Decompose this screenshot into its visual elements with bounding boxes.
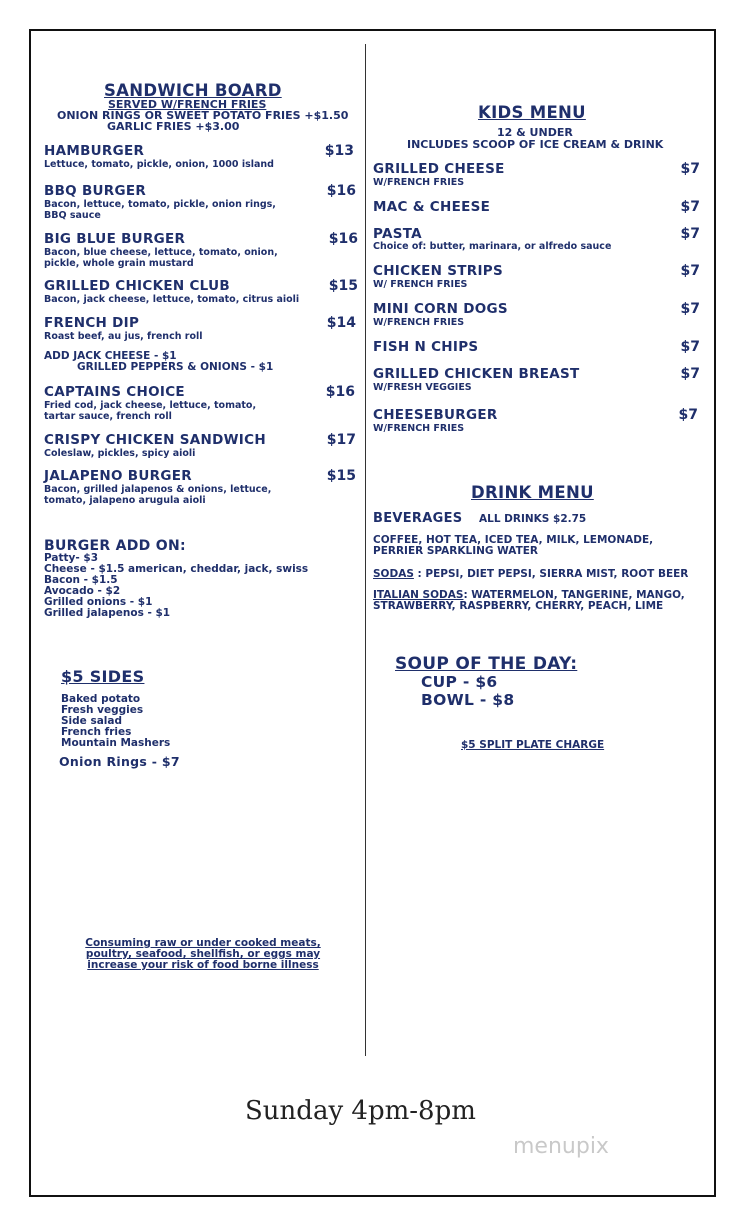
kids-item-desc: W/FRENCH FRIES (373, 177, 465, 188)
kids-item-desc: W/ FRENCH FRIES (373, 279, 468, 290)
kids-item-desc: Choice of: butter, marinara, or alfredo sauce (373, 241, 612, 252)
side-item: French fries (61, 726, 132, 738)
kids-item-desc: W/FRESH VEGGIES (373, 382, 472, 393)
kids-item-price: $7 (678, 407, 698, 423)
food-safety-warning-1: Consuming raw or under cooked meats, (85, 937, 321, 949)
kids-item-price: $7 (680, 263, 700, 279)
menu-item-desc: Coleslaw, pickles, spicy aioli (44, 448, 196, 459)
sandwich-sub-garlic: GARLIC FRIES +$3.00 (107, 120, 240, 133)
beverage-line: COFFEE, HOT TEA, ICED TEA, MILK, LEMONADE, (373, 534, 654, 546)
menu-item-desc: tartar sauce, french roll (44, 411, 172, 422)
side-item: Side salad (61, 715, 122, 727)
menu-item-desc: Lettuce, tomato, pickle, onion, 1000 island (44, 159, 274, 170)
side-item: Baked potato (61, 693, 141, 705)
menu-item-desc: Bacon, jack cheese, lettuce, tomato, citrus aioli (44, 294, 300, 305)
column-divider (365, 44, 366, 1056)
burger-addon-line: Grilled jalapenos - $1 (44, 607, 171, 619)
kids-menu-title: KIDS MENU (478, 103, 586, 122)
kids-item-price: $7 (680, 339, 700, 355)
menu-item-price: $15 (326, 468, 356, 484)
addon-jack-cheese: ADD JACK CHEESE - $1 (44, 350, 177, 362)
menu-item-desc: BBQ sauce (44, 210, 101, 221)
italian-sodas-line-2: STRAWBERRY, RASPBERRY, CHERRY, PEACH, LIME (373, 600, 664, 612)
kids-item-price: $7 (680, 366, 700, 382)
beverage-line: PERRIER SPARKLING WATER (373, 545, 539, 557)
menu-item-desc: Bacon, lettuce, tomato, pickle, onion rings, (44, 199, 276, 210)
sandwich-sub-served: SERVED W/FRENCH FRIES (108, 98, 267, 111)
kids-sub-age: 12 & UNDER (497, 126, 573, 139)
kids-item-name: MAC & CHEESE (373, 199, 491, 215)
soup-bowl: BOWL - $8 (421, 691, 515, 709)
menu-item-desc: Bacon, blue cheese, lettuce, tomato, onion, (44, 247, 278, 258)
food-safety-warning-3: increase your risk of food borne illness (87, 959, 319, 971)
menupix-watermark: menupix (513, 1134, 609, 1159)
kids-item-price: $7 (680, 161, 700, 177)
beverages-heading: BEVERAGES (373, 511, 463, 526)
burger-addon-line: Avocado - $2 (44, 585, 121, 597)
menu-item-name: BIG BLUE BURGER (44, 231, 186, 247)
soup-title: SOUP OF THE DAY: (395, 654, 578, 674)
menu-item-name: CAPTAINS CHOICE (44, 384, 185, 400)
kids-item-name: CHEESEBURGER (373, 407, 498, 423)
kids-item-desc: W/FRENCH FRIES (373, 317, 465, 328)
menu-item-desc: Roast beef, au jus, french roll (44, 331, 203, 342)
menu-item-name: HAMBURGER (44, 143, 145, 159)
kids-item-name: PASTA (373, 226, 422, 242)
burger-addon-line: Patty- $3 (44, 552, 99, 564)
kids-item-name: FISH N CHIPS (373, 339, 479, 355)
side-item: Fresh veggies (61, 704, 144, 716)
kids-item-price: $7 (680, 199, 700, 215)
menu-item-price: $16 (325, 384, 355, 400)
all-drinks-price: ALL DRINKS $2.75 (479, 513, 587, 525)
menu-item-price: $16 (326, 183, 356, 199)
food-safety-warning-2: poultry, seafood, shellfish, or eggs may (85, 948, 321, 960)
sodas-list: : PEPSI, DIET PEPSI, SIERRA MIST, ROOT BEER (413, 568, 689, 580)
burger-addon-line: Cheese - $1.5 american, cheddar, jack, swiss (44, 563, 309, 575)
burger-addon-line: Grilled onions - $1 (44, 596, 153, 608)
menu-item-name: FRENCH DIP (44, 315, 140, 331)
sodas-label: SODAS (373, 568, 414, 580)
burger-addon-line: Bacon - $1.5 (44, 574, 118, 586)
onion-rings-side: Onion Rings - $7 (59, 754, 180, 769)
menu-item-desc: Bacon, grilled jalapenos & onions, lettuce, (44, 484, 272, 495)
soup-cup: CUP - $6 (421, 673, 498, 691)
menu-item-name: GRILLED CHICKEN CLUB (44, 278, 230, 294)
kids-item-name: CHICKEN STRIPS (373, 263, 503, 279)
menu-item-desc: tomato, jalapeno arugula aioli (44, 495, 206, 506)
kids-item-name: MINI CORN DOGS (373, 301, 508, 317)
kids-item-name: GRILLED CHEESE (373, 161, 505, 177)
italian-sodas-label: ITALIAN SODAS (373, 589, 464, 601)
menu-item-price: $17 (326, 432, 356, 448)
addon-peppers-onions: GRILLED PEPPERS & ONIONS - $1 (77, 361, 274, 373)
menu-item-price: $16 (328, 231, 358, 247)
menu-item-price: $14 (326, 315, 356, 331)
menu-item-desc: pickle, whole grain mustard (44, 258, 194, 269)
kids-item-price: $7 (680, 226, 700, 242)
burger-addon-title: BURGER ADD ON: (44, 538, 186, 554)
menu-item-name: CRISPY CHICKEN SANDWICH (44, 432, 266, 448)
menu-item-price: $15 (328, 278, 358, 294)
split-plate-charge: $5 SPLIT PLATE CHARGE (461, 739, 605, 751)
kids-item-desc: W/FRENCH FRIES (373, 423, 465, 434)
kids-sub-includes: INCLUDES SCOOP OF ICE CREAM & DRINK (407, 138, 664, 151)
side-item: Mountain Mashers (61, 737, 171, 749)
menu-item-name: JALAPENO BURGER (44, 468, 192, 484)
kids-item-price: $7 (680, 301, 700, 317)
menu-item-price: $13 (324, 143, 354, 159)
sandwich-sub-fries: ONION RINGS OR SWEET POTATO FRIES +$1.50 (57, 109, 349, 122)
sides-title: $5 SIDES (61, 667, 145, 686)
kids-item-name: GRILLED CHICKEN BREAST (373, 366, 580, 382)
sandwich-board-title: SANDWICH BOARD (104, 81, 282, 100)
italian-sodas-list: : WATERMELON, TANGERINE, MANGO, (463, 589, 685, 601)
menu-item-name: BBQ BURGER (44, 183, 147, 199)
hours-text: Sunday 4pm-8pm (245, 1096, 476, 1126)
menu-item-desc: Fried cod, jack cheese, lettuce, tomato, (44, 400, 257, 411)
sodas-line (373, 569, 688, 581)
drink-menu-title: DRINK MENU (471, 483, 594, 502)
